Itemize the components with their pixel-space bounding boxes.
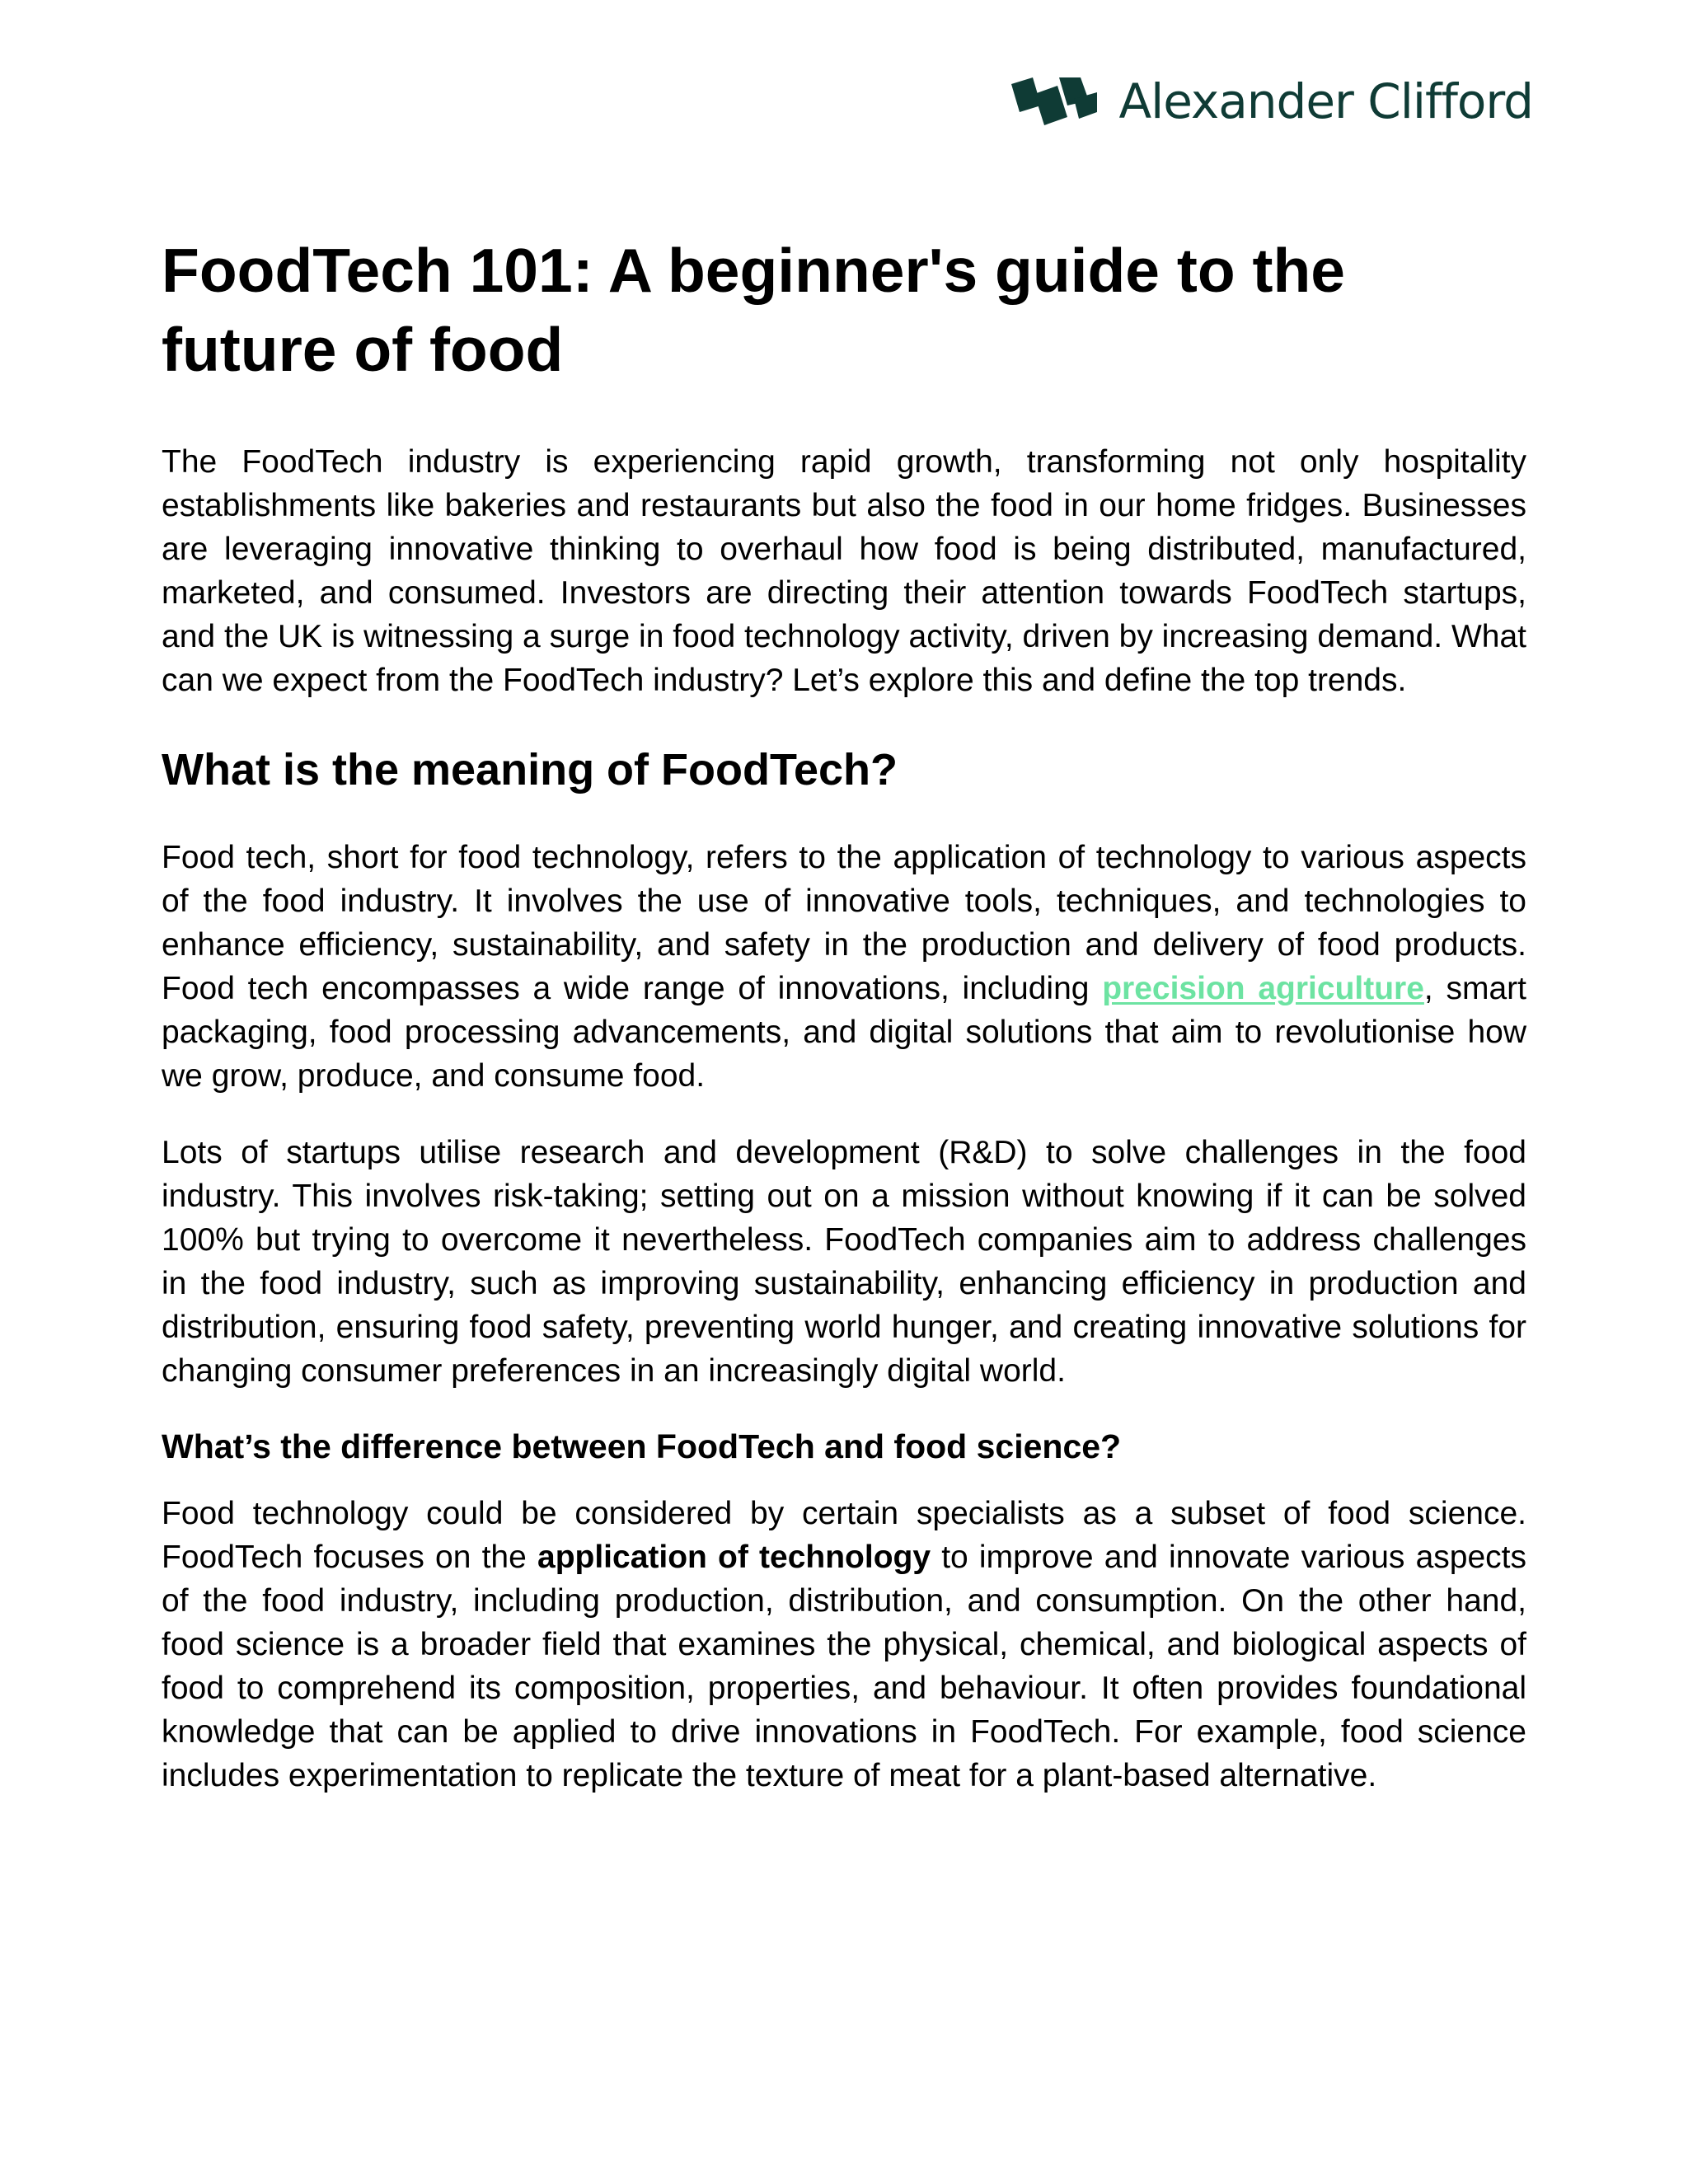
meaning-paragraph-2: Lots of startups utilise research and development (R&D) to solve challenges in the food industry. This involves risk-taking; setting out on a mission without knowing if it can be solved 100% but trying to overcome it nevertheless. FoodTech companies aim to address challenges in the food industry, such as improving sustainability, enhancing efficiency in production and distribution, ensuring food safety, preventing world hunger, and creating innovative solutions for changing consumer preferences in an increasingly digital world. (162, 1135, 1526, 1389)
section-heading-meaning: What is the meaning of FoodTech? (162, 745, 898, 794)
meaning-paragraph-1 (162, 836, 1526, 1098)
difference-text-start: Food technology could be considered by certain specialists as a subset of food science. FoodTech focuses on the (162, 1496, 1526, 1575)
difference-text-end: to improve and innovate various aspects of the food industry, including production, distribution, and consumption. On the other hand, food science is a broader field that examines the physical, chemical, and biological aspects of food to comprehend its composition, properties, and behaviour. It often provides foundational knowledge that can be applied to drive innovations in FoodTech. For example, food science includes experimentation to replicate the texture of meat for a plant-based alternative. (162, 1540, 1526, 1793)
difference-paragraph (162, 1492, 1526, 1797)
article-body (162, 231, 1526, 1830)
precision-agriculture-link[interactable]: precision agriculture (1102, 971, 1424, 1006)
section-heading-difference: What’s the difference between FoodTech and food science? (162, 1427, 1122, 1465)
application-of-technology-emphasis: application of technology (537, 1540, 931, 1575)
intro-paragraph: The FoodTech industry is experiencing rapid growth, transforming not only hospitality establishments like bakeries and restaurants but also the food in our home fridges. Businesses are leveraging innovative thinking to overhaul how food is being distributed, manufactured, marketed, and consumed. Investors are directing their attention towards FoodTech startups, and the UK is witnessing a surge in food technology activity, driven by increasing demand. What can we expect from the FoodTech industry? Let’s explore this and define the top trends. (162, 444, 1526, 698)
brand-header (1010, 73, 1533, 129)
meaning-text-end: , smart packaging, food processing advancements, and digital solutions that aim to revolutionise how we grow, produce, and consume food. (162, 971, 1526, 1094)
brand-wave-logo-icon (1010, 76, 1099, 127)
article-title: FoodTech 101: A beginner's guide to the future of food (162, 236, 1345, 384)
meaning-text-start: Food tech, short for food technology, refers to the application of technology to various aspects of the food industry. It involves the use of innovative tools, techniques, and technologies to enhance efficiency, sustainability, and safety in the production and delivery of food products. Food tech encompasses a wide range of innovations, including (162, 840, 1526, 1006)
brand-name: Alexander Clifford (1118, 73, 1533, 129)
